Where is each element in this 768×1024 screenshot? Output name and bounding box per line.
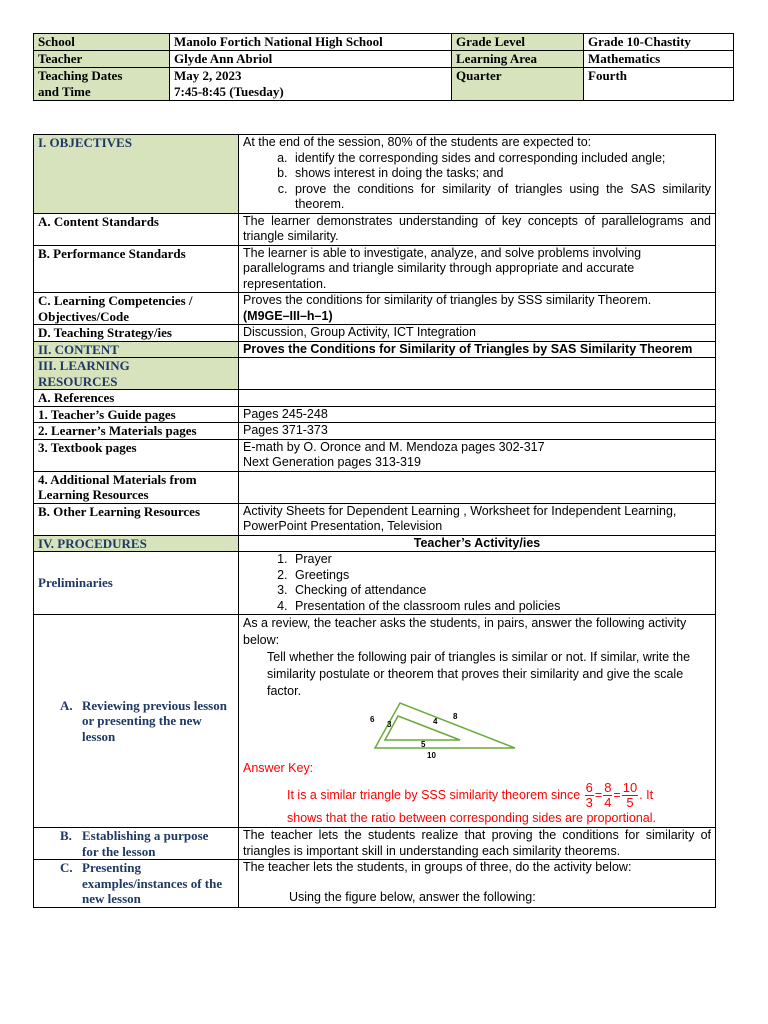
content-text: Proves the Conditions for Similarity of Triangles by SAS Similarity Theorem xyxy=(239,341,716,358)
learners-materials-value: Pages 371-373 xyxy=(239,423,716,440)
small-left-side-label: 3 xyxy=(387,720,392,729)
learning-resources-label: III. LEARNING RESOURCES xyxy=(34,358,239,390)
small-bottom-side-label: 5 xyxy=(421,740,426,749)
preliminary-item: 3. Checking of attendance xyxy=(291,583,711,599)
step-b-text: The teacher lets the students realize that proving the conditions for similarity of triangles is important skill in understanding each similarity theorems. xyxy=(239,828,716,860)
step-a-label: A. Reviewing previous lesson or presenting the new lesson xyxy=(60,697,227,744)
references-cell xyxy=(239,390,716,407)
objective-item: c. prove the conditions for similarity of triangles using the SAS similarity theorem. xyxy=(291,182,711,213)
competencies-cell xyxy=(239,293,716,325)
school-label: School xyxy=(34,34,170,51)
review-task: Tell whether the following pair of triangles is similar or not. If similar, write the similarity postulate or theorem that proves their similarity and give the scale factor. xyxy=(267,650,691,698)
preliminaries-list xyxy=(243,552,711,614)
ratio-fraction: $\frac{8}{4}$ xyxy=(604,780,612,810)
step-b-label-cell xyxy=(34,828,239,860)
competencies-label: C. Learning Competencies / Objectives/Code xyxy=(34,293,239,325)
teaching-dates-value: May 2, 2023 7:45-8:45 (Tuesday) xyxy=(170,68,452,101)
ratio-fraction: $\frac{10}{5}$ xyxy=(622,780,638,810)
teachers-guide-label: 1. Teacher’s Guide pages xyxy=(34,406,239,423)
additional-materials-value xyxy=(239,471,716,503)
small-right-side-label: 4 xyxy=(433,717,438,726)
grade-level-value: Grade 10-Chastity xyxy=(584,34,734,51)
similar-triangles-figure xyxy=(365,700,545,760)
step-c-label-cell xyxy=(34,860,239,908)
learning-resources-cell xyxy=(239,358,716,390)
content-standards-label: A. Content Standards xyxy=(34,213,239,245)
teachers-guide-value: Pages 245-248 xyxy=(239,406,716,423)
school-value: Manolo Fortich National High School xyxy=(170,34,452,51)
competencies-text: Proves the conditions for similarity of triangles by SSS similarity Theorem. xyxy=(243,293,652,307)
objective-item: b. shows interest in doing the tasks; and xyxy=(291,166,711,182)
learning-area-value: Mathematics xyxy=(584,51,734,68)
teacher-value: Glyde Ann Abriol xyxy=(170,51,452,68)
quarter-value: Fourth xyxy=(584,68,734,101)
teaching-strategy-label: D. Teaching Strategy/ies xyxy=(34,325,239,342)
performance-standards-text: The learner is able to investigate, analyze, and solve problems involving parallelograms and triangle similarity through appropriate and accurate representation. xyxy=(239,245,716,293)
objectives-row xyxy=(34,135,716,214)
objective-item: a. identify the corresponding sides and corresponding included angle; xyxy=(291,151,711,167)
preliminary-item: 2. Greetings xyxy=(291,568,711,584)
lesson-header-table xyxy=(33,33,734,101)
step-b-label: B. Establishing a purpose for the lesson xyxy=(60,828,209,859)
textbook-label: 3. Textbook pages xyxy=(34,439,239,471)
step-c-cell xyxy=(239,860,716,908)
learning-area-label: Learning Area xyxy=(452,51,584,68)
preliminary-item: 4. Presentation of the classroom rules and policies xyxy=(291,599,711,615)
teacher-activity-header: Teacher’s Activity/ies xyxy=(239,535,716,552)
performance-standards-label: B. Performance Standards xyxy=(34,245,239,293)
review-intro: As a review, the teacher asks the students, in pairs, answer the following activity below: xyxy=(243,616,687,647)
step-c-text: The teacher lets the students, in groups of three, do the activity below: xyxy=(243,860,632,874)
big-right-side-label: 8 xyxy=(453,712,458,721)
objectives-cell xyxy=(239,135,716,214)
content-standards-text: The learner demonstrates understanding of key concepts of parallelograms and triangle similarity. xyxy=(239,213,716,245)
grade-level-label: Grade Level xyxy=(452,34,584,51)
answer-line-1: It is a similar triangle by SSS similarity theorem since $\frac{6}{3}$ = $\frac{8}{4}$ = $\frac{10}{5}$ . It xyxy=(287,780,654,810)
quarter-label: Quarter xyxy=(452,68,584,101)
textbook-value: E-math by O. Oronce and M. Mendoza pages 302-317 Next Generation pages 313-319 xyxy=(239,439,716,471)
step-c-label: C. Presenting examples/instances of the new lesson xyxy=(60,860,223,906)
references-label: A. References xyxy=(34,390,239,407)
answer-key-label: Answer Key: xyxy=(243,761,314,775)
big-triangle xyxy=(375,703,515,748)
preliminary-item: 1. Prayer xyxy=(291,552,711,568)
big-left-side-label: 6 xyxy=(370,715,375,724)
teaching-strategy-text: Discussion, Group Activity, ICT Integration xyxy=(239,325,716,342)
step-c-subtext: Using the figure below, answer the following: xyxy=(289,889,536,904)
step-a-cell xyxy=(239,615,716,828)
other-resources-label: B. Other Learning Resources xyxy=(34,503,239,535)
competency-code: (M9GE–III–h–1) xyxy=(243,308,333,323)
teacher-label: Teacher xyxy=(34,51,170,68)
teaching-dates-label: Teaching Dates and Time xyxy=(34,68,170,101)
preliminaries-cell xyxy=(239,552,716,615)
lesson-plan-table xyxy=(33,134,716,908)
ratio-fraction: $\frac{6}{3}$ xyxy=(585,780,593,810)
objectives-list xyxy=(243,151,711,213)
step-a-label-cell xyxy=(34,615,239,828)
objectives-intro: At the end of the session, 80% of the students are expected to: xyxy=(243,135,592,149)
procedures-label: IV. PROCEDURES xyxy=(34,535,239,552)
small-triangle xyxy=(385,716,460,740)
preliminaries-label: Preliminaries xyxy=(34,552,239,615)
learners-materials-label: 2. Learner’s Materials pages xyxy=(34,423,239,440)
other-resources-value: Activity Sheets for Dependent Learning , Worksheet for Independent Learning, PowerPoint Presentation, Television xyxy=(239,503,716,535)
answer-line-2: shows that the ratio between corresponding sides are proportional. xyxy=(287,811,656,825)
big-bottom-side-label: 10 xyxy=(427,751,436,760)
additional-materials-label: 4. Additional Materials from Learning Resources xyxy=(34,471,239,503)
content-label: II. CONTENT xyxy=(34,341,239,358)
objectives-label: I. OBJECTIVES xyxy=(34,135,239,214)
